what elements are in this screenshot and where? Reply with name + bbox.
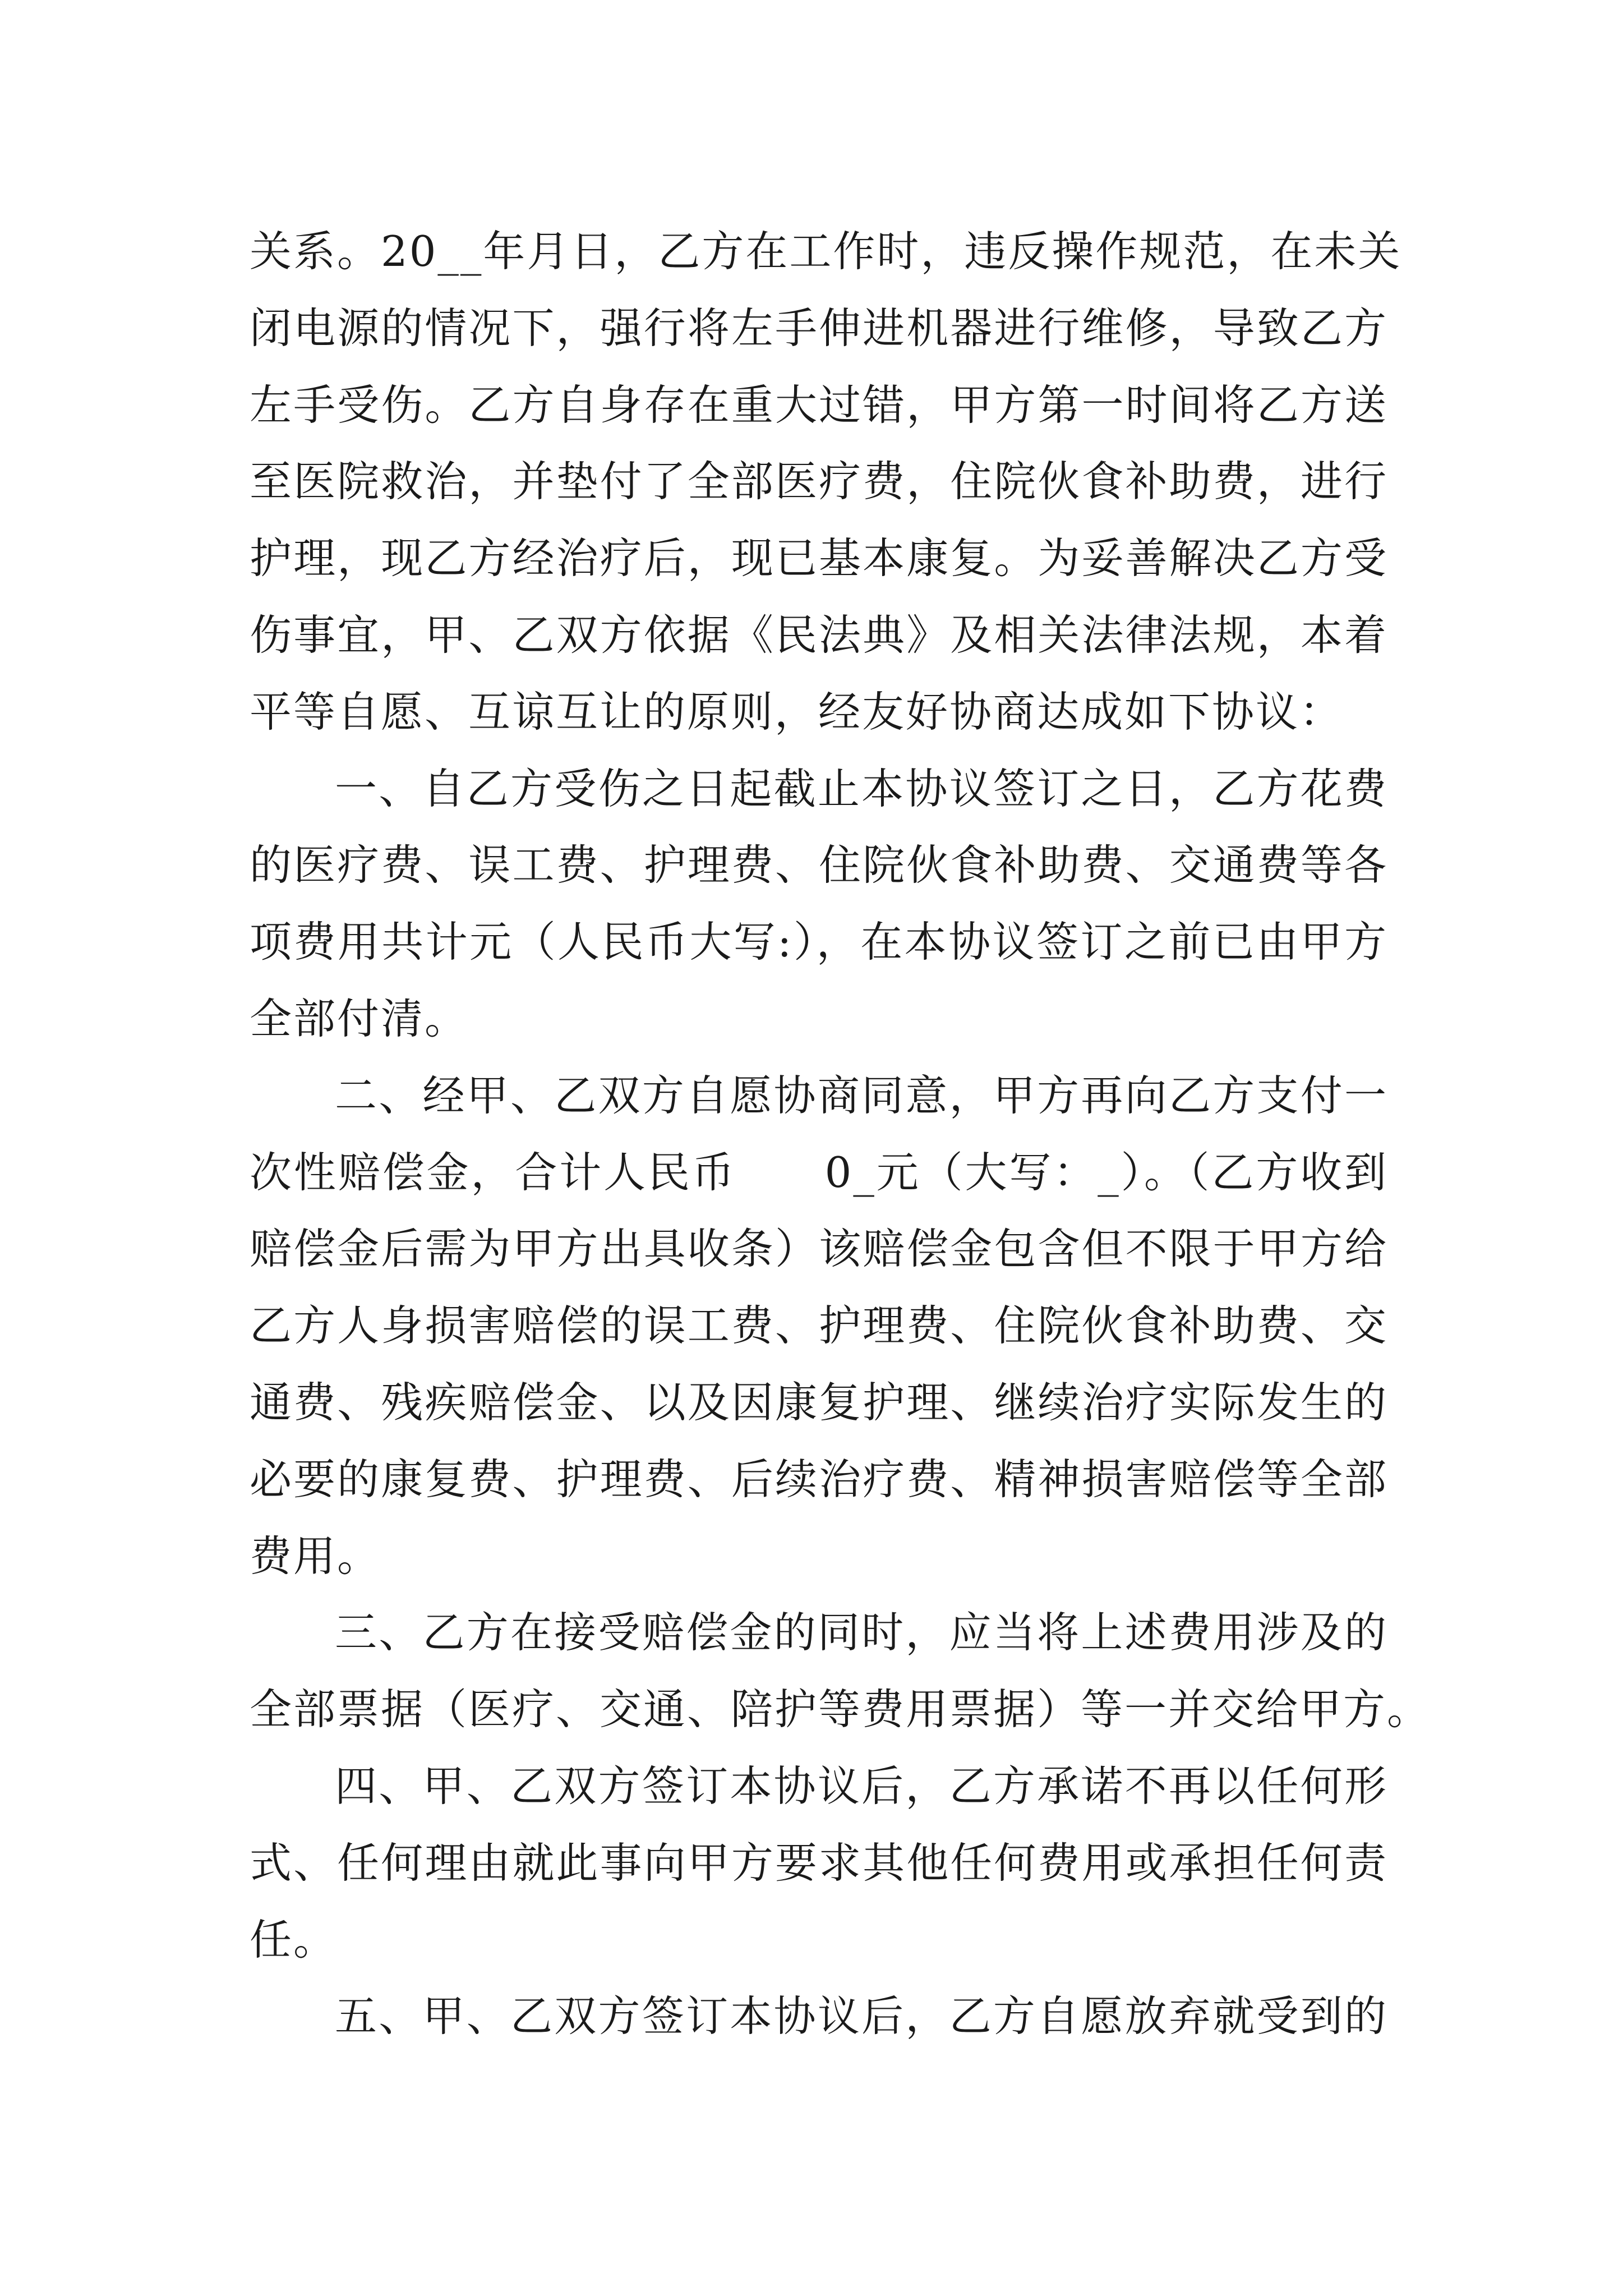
text-line: 费用。 — [250, 1531, 381, 1581]
text-line: 任。 — [250, 1915, 338, 1964]
text-line: 伤事宜，甲、乙双方依据《民法典》及相关法律法规，本着 — [250, 610, 1388, 660]
text-line: 左手受伤。乙方自身存在重大过错，甲方第一时间将乙方送 — [250, 380, 1388, 430]
text-line: 至医院救治，并垫付了全部医疗费，住院伙食补助费，进行 — [250, 457, 1388, 507]
text-line: 关系。20__年月日，乙方在工作时，违反操作规范，在未关 — [250, 227, 1402, 276]
text-line: 平等自愿、互谅互让的原则，经友好协商达成如下协议： — [250, 687, 1344, 737]
clause-3-line: 三、乙方在接受赔偿金的同时，应当将上述费用涉及的 — [335, 1608, 1388, 1658]
text-line: 乙方人身损害赔偿的误工费、护理费、住院伙食补助费、交 — [250, 1301, 1388, 1351]
text-line: 全部票据（医疗、交通、陪护等费用票据）等一并交给甲方。 — [250, 1685, 1431, 1734]
text-line: 的医疗费、误工费、护理费、住院伙食补助费、交通费等各 — [250, 840, 1388, 890]
text-line: 护理，现乙方经治疗后，现已基本康复。为妥善解决乙方受 — [250, 533, 1388, 583]
text-line: 闭电源的情况下，强行将左手伸进机器进行维修，导致乙方 — [250, 303, 1388, 353]
clause-2-line: 二、经甲、乙双方自愿协商同意，甲方再向乙方支付一 — [335, 1070, 1388, 1120]
text-line: 必要的康复费、护理费、后续治疗费、精神损害赔偿等全部 — [250, 1454, 1388, 1504]
clause-4-line: 四、甲、乙双方签订本协议后，乙方承诺不再以任何形 — [335, 1761, 1388, 1811]
clause-5-line: 五、甲、乙双方签订本协议后，乙方自愿放弃就受到的 — [335, 1991, 1388, 2041]
agreement-body — [250, 213, 1431, 2055]
text-line: 项费用共计元（人民币大写:），在本协议签订之前已由甲方 — [250, 917, 1388, 967]
text-line: 次性赔偿金，合计人民币 0_元（大写：_）。（乙方收到 — [250, 1147, 1388, 1197]
text-line: 赔偿金后需为甲方出具收条）该赔偿金包含但不限于甲方给 — [250, 1224, 1388, 1274]
text-line: 通费、残疾赔偿金、以及因康复护理、继续治疗实际发生的 — [250, 1377, 1388, 1427]
text-line: 式、任何理由就此事向甲方要求其他任何费用或承担任何责 — [250, 1838, 1388, 1888]
clause-1-line: 一、自乙方受伤之日起截止本协议签订之日，乙方花费 — [335, 763, 1388, 813]
text-line: 全部付清。 — [250, 993, 469, 1043]
